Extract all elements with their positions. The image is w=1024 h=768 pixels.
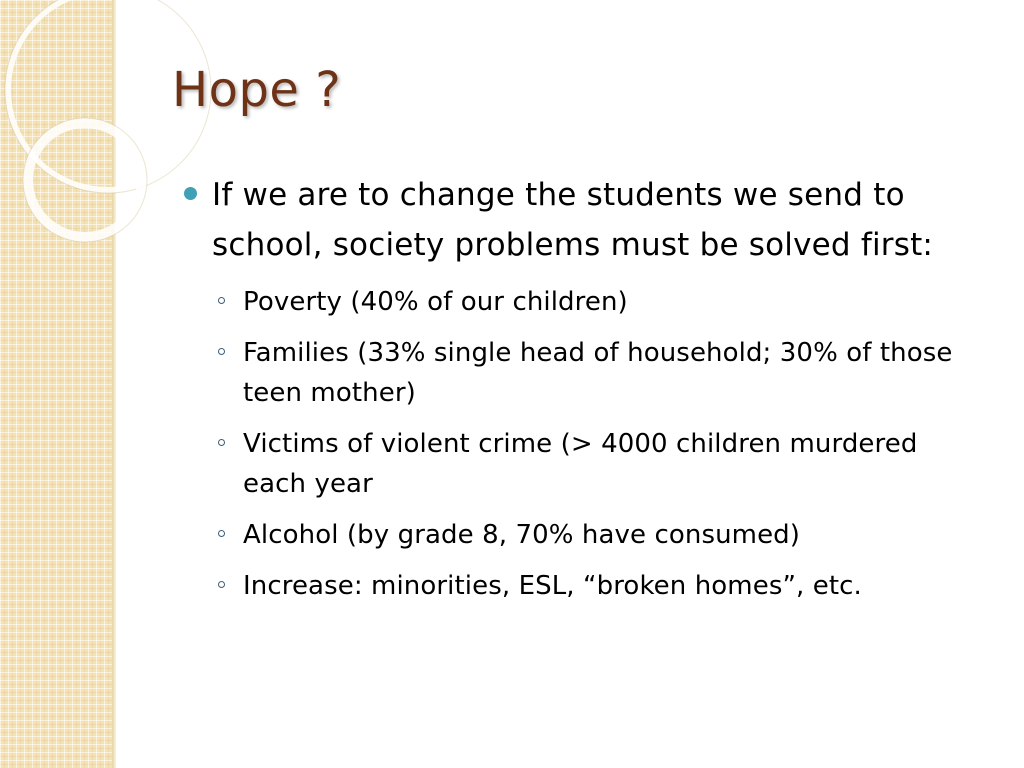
sub-bullet-text: Increase: minorities, ESL, “broken homes”, etc.	[243, 571, 862, 601]
sub-bullet-text: Alcohol (by grade 8, 70% have consumed)	[243, 520, 801, 550]
decorative-left-band	[0, 0, 112, 768]
sub-bullet-increase	[216, 566, 984, 606]
slide-title: Hope ?	[172, 62, 342, 118]
sub-bullet-alcohol	[216, 515, 984, 555]
hollow-circle-icon	[218, 348, 225, 355]
sub-bullet-text: Families (33% single head of household; 30% of those teen mother)	[243, 338, 953, 408]
bullet-text: If we are to change the students we send to school, society problems must be solved first:	[212, 177, 934, 263]
bullet-level1	[184, 170, 984, 270]
sub-bullet-poverty	[216, 282, 984, 322]
filled-circle-icon	[184, 187, 197, 200]
sub-bullet-text: Victims of violent crime (> 4000 children murdered each year	[243, 429, 918, 499]
hollow-circle-icon	[218, 530, 225, 537]
sub-bullet-text: Poverty (40% of our children)	[243, 287, 628, 317]
band-edge	[112, 0, 116, 768]
slide-content	[184, 170, 984, 617]
sub-bullet-list	[184, 282, 984, 606]
hollow-circle-icon	[218, 297, 225, 304]
sub-bullet-violent-crime	[216, 424, 984, 504]
hollow-circle-icon	[218, 439, 225, 446]
hollow-circle-icon	[218, 581, 225, 588]
sub-bullet-families	[216, 333, 984, 413]
